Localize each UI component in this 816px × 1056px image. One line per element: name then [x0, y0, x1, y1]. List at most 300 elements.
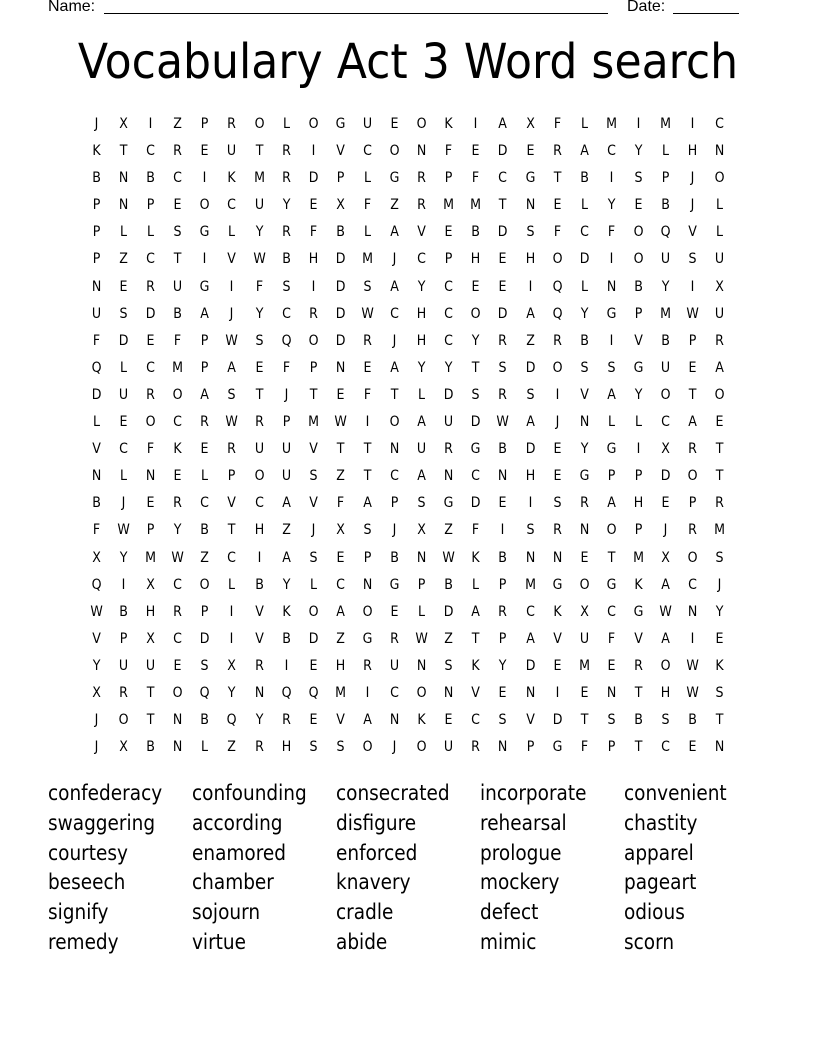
- grid-cell: E: [607, 657, 616, 674]
- grid-cell: I: [230, 278, 234, 295]
- grid-cell: O: [254, 116, 265, 132]
- word-list-item: swaggering: [48, 810, 156, 835]
- grid-cell: D: [525, 359, 535, 376]
- grid-cell: X: [661, 441, 670, 458]
- grid-cell: H: [416, 305, 427, 322]
- word-list-item: enforced: [336, 840, 418, 865]
- grid-cell: E: [173, 468, 182, 485]
- grid-cell: S: [363, 522, 372, 539]
- grid-cell: P: [499, 576, 507, 593]
- grid-cell: R: [390, 630, 399, 647]
- grid-cell: D: [118, 332, 129, 349]
- grid-cell: X: [119, 739, 128, 756]
- grid-cell: M: [632, 549, 644, 566]
- word-list-item: remedy: [48, 929, 119, 954]
- grid-cell: P: [417, 576, 426, 593]
- grid-cell: D: [335, 278, 346, 295]
- grid-cell: S: [200, 657, 209, 674]
- grid-cell: U: [227, 143, 237, 160]
- grid-cell: A: [607, 386, 616, 403]
- grid-cell: R: [552, 522, 562, 539]
- grid-cell: C: [444, 305, 454, 322]
- grid-cell: Y: [173, 522, 182, 539]
- grid-cell: B: [92, 495, 101, 512]
- grid-cell: V: [336, 712, 345, 729]
- grid-cell: D: [471, 495, 481, 512]
- grid-cell: R: [254, 657, 264, 674]
- grid-cell: P: [92, 224, 101, 241]
- grid-cell: U: [579, 630, 589, 647]
- grid-cell: J: [392, 522, 397, 539]
- grid-cell: O: [172, 386, 183, 403]
- grid-cell: C: [390, 684, 399, 701]
- grid-cell: S: [580, 359, 589, 376]
- grid-cell: Z: [281, 522, 291, 539]
- word-list-item: beseech: [48, 870, 126, 895]
- grid-cell: S: [119, 305, 128, 322]
- grid-cell: Q: [660, 224, 671, 241]
- grid-cell: K: [92, 143, 101, 160]
- grid-cell: B: [92, 170, 101, 187]
- grid-cell: U: [281, 441, 291, 458]
- grid-cell: G: [362, 630, 373, 647]
- grid-cell: Q: [281, 684, 292, 701]
- grid-cell: G: [606, 441, 617, 458]
- word-list-item: sojourn: [192, 900, 261, 925]
- grid-cell: C: [606, 143, 616, 160]
- grid-cell: C: [363, 143, 372, 160]
- grid-cell: M: [524, 576, 536, 593]
- grid-cell: K: [282, 603, 291, 620]
- grid-cell: W: [334, 414, 347, 431]
- grid-cell: T: [119, 143, 128, 160]
- grid-cell: P: [607, 739, 616, 756]
- grid-cell: C: [661, 739, 670, 756]
- grid-cell: B: [200, 712, 210, 729]
- grid-cell: Q: [91, 359, 102, 376]
- grid-cell: K: [471, 549, 480, 566]
- grid-cell: H: [525, 468, 535, 485]
- grid-cell: G: [389, 576, 400, 593]
- grid-cell: E: [255, 359, 264, 376]
- grid-cell: T: [499, 197, 507, 214]
- grid-cell: A: [363, 495, 372, 512]
- grid-cell: R: [281, 143, 291, 160]
- grid-cell: V: [227, 251, 237, 268]
- grid-cell: D: [308, 630, 319, 647]
- grid-cell: N: [687, 603, 698, 620]
- grid-cell: D: [443, 386, 454, 403]
- grid-cell: E: [363, 359, 372, 376]
- grid-cell: P: [146, 522, 155, 539]
- grid-cell: O: [118, 712, 129, 729]
- grid-cell: S: [498, 359, 507, 376]
- grid-cell: V: [634, 332, 643, 349]
- grid-cell: B: [390, 549, 399, 566]
- grid-cell: I: [311, 143, 316, 160]
- grid-cell: C: [606, 603, 616, 620]
- grid-cell: L: [228, 576, 236, 593]
- grid-cell: J: [311, 522, 316, 539]
- grid-cell: Z: [227, 739, 237, 756]
- grid-cell: T: [309, 386, 318, 403]
- grid-cell: L: [607, 414, 615, 431]
- grid-cell: F: [255, 278, 263, 295]
- grid-cell: P: [661, 170, 670, 187]
- grid-cell: D: [498, 143, 508, 160]
- grid-cell: R: [254, 739, 264, 756]
- grid-cell: Z: [119, 251, 128, 268]
- word-list-item: enamored: [192, 840, 287, 865]
- grid-cell: O: [416, 684, 427, 701]
- grid-cell: E: [553, 468, 562, 485]
- grid-cell: N: [552, 549, 562, 566]
- grid-cell: S: [498, 712, 507, 729]
- grid-cell: B: [471, 224, 481, 241]
- grid-cell: L: [309, 576, 317, 593]
- grid-cell: O: [254, 468, 265, 485]
- grid-cell: K: [173, 441, 182, 458]
- grid-cell: N: [91, 278, 102, 295]
- word-list-item: rehearsal: [480, 810, 567, 835]
- grid-cell: R: [688, 441, 697, 458]
- grid-cell: A: [471, 603, 481, 620]
- name-blank-line: [104, 13, 608, 14]
- grid-cell: P: [119, 630, 128, 647]
- grid-cell: C: [146, 359, 156, 376]
- grid-cell: I: [690, 278, 695, 295]
- word-list-item: cradle: [336, 900, 394, 925]
- grid-cell: T: [688, 386, 697, 403]
- grid-cell: A: [417, 468, 426, 485]
- grid-cell: W: [361, 305, 374, 322]
- grid-cell: I: [148, 116, 153, 132]
- grid-cell: L: [363, 224, 371, 241]
- grid-cell: R: [498, 603, 508, 620]
- grid-cell: E: [471, 278, 480, 295]
- grid-cell: T: [715, 441, 724, 458]
- grid-cell: P: [201, 359, 209, 376]
- grid-cell: Z: [336, 468, 345, 485]
- grid-cell: B: [281, 630, 291, 647]
- grid-cell: L: [147, 224, 155, 241]
- grid-cell: U: [444, 414, 454, 431]
- grid-cell: T: [715, 468, 724, 485]
- grid-cell: J: [284, 386, 289, 403]
- grid-cell: E: [498, 251, 507, 268]
- grid-cell: J: [392, 251, 397, 268]
- grid-cell: V: [336, 143, 345, 160]
- grid-cell: U: [119, 657, 129, 674]
- grid-cell: T: [634, 684, 643, 701]
- grid-cell: E: [661, 495, 670, 512]
- grid-cell: D: [552, 712, 562, 729]
- grid-cell: F: [445, 143, 453, 160]
- grid-cell: L: [472, 576, 480, 593]
- grid-cell: V: [308, 495, 318, 512]
- grid-cell: E: [173, 657, 182, 674]
- grid-cell: E: [580, 549, 589, 566]
- grid-cell: R: [227, 441, 237, 458]
- grid-cell: A: [200, 386, 210, 403]
- grid-cell: C: [417, 251, 427, 268]
- grid-cell: J: [94, 116, 99, 132]
- grid-cell: U: [281, 468, 291, 485]
- grid-cell: R: [444, 441, 454, 458]
- grid-cell: O: [199, 576, 210, 593]
- grid-cell: V: [688, 224, 697, 241]
- grid-cell: N: [362, 576, 373, 593]
- grid-cell: G: [552, 576, 563, 593]
- grid-cell: V: [254, 603, 264, 620]
- grid-cell: S: [553, 495, 562, 512]
- grid-cell: H: [145, 603, 156, 620]
- grid-cell: O: [308, 332, 319, 349]
- grid-cell: J: [690, 170, 695, 187]
- grid-cell: R: [715, 332, 725, 349]
- grid-cell: C: [200, 495, 210, 512]
- grid-cell: H: [254, 522, 264, 539]
- grid-cell: W: [117, 522, 130, 539]
- grid-cell: T: [255, 386, 263, 403]
- grid-cell: F: [553, 224, 561, 241]
- grid-cell: M: [334, 684, 346, 701]
- word-list-item: virtue: [192, 929, 246, 954]
- grid-cell: Y: [282, 197, 291, 214]
- grid-cell: T: [146, 712, 155, 729]
- grid-cell: A: [525, 414, 535, 431]
- grid-cell: B: [579, 332, 589, 349]
- grid-cell: E: [200, 143, 209, 160]
- grid-cell: A: [525, 305, 535, 322]
- grid-cell: C: [254, 495, 264, 512]
- grid-cell: U: [173, 278, 183, 295]
- grid-cell: T: [607, 549, 616, 566]
- grid-cell: Y: [634, 143, 643, 160]
- grid-cell: S: [526, 224, 535, 241]
- grid-cell: P: [201, 332, 209, 349]
- word-list-item: mimic: [480, 929, 537, 954]
- grid-cell: B: [634, 712, 643, 729]
- grid-cell: L: [716, 197, 724, 214]
- grid-cell: B: [661, 197, 670, 214]
- grid-cell: P: [688, 495, 697, 512]
- grid-cell: Y: [255, 224, 263, 241]
- grid-cell: Y: [715, 603, 724, 620]
- grid-cell: U: [715, 251, 725, 268]
- grid-cell: N: [525, 197, 535, 214]
- grid-cell: P: [309, 359, 318, 376]
- grid-cell: Y: [255, 305, 263, 322]
- grid-cell: O: [687, 468, 698, 485]
- grid-cell: V: [552, 630, 562, 647]
- grid-cell: U: [444, 739, 454, 756]
- grid-cell: R: [281, 712, 291, 729]
- word-list-item: odious: [624, 900, 685, 925]
- grid-cell: S: [444, 657, 453, 674]
- grid-cell: H: [335, 657, 346, 674]
- grid-cell: C: [688, 576, 698, 593]
- grid-cell: A: [688, 414, 697, 431]
- grid-cell: I: [365, 414, 370, 431]
- grid-cell: H: [416, 332, 427, 349]
- grid-cell: O: [308, 116, 319, 132]
- grid-cell: M: [253, 170, 265, 187]
- grid-cell: N: [335, 359, 346, 376]
- grid-cell: C: [390, 305, 399, 322]
- grid-cell: X: [92, 549, 101, 566]
- grid-cell: S: [526, 386, 535, 403]
- grid-cell: B: [281, 251, 291, 268]
- word-list-item: incorporate: [480, 781, 587, 805]
- grid-cell: B: [173, 305, 183, 322]
- grid-cell: O: [416, 739, 427, 756]
- grid-cell: C: [471, 712, 481, 729]
- grid-cell: O: [389, 143, 400, 160]
- grid-cell: L: [93, 414, 101, 431]
- word-list-item: prologue: [480, 840, 562, 865]
- grid-cell: P: [201, 603, 209, 620]
- grid-cell: G: [525, 170, 535, 187]
- grid-cell: N: [579, 414, 589, 431]
- grid-cell: D: [335, 332, 346, 349]
- grid-cell: K: [715, 657, 724, 674]
- grid-cell: O: [687, 549, 698, 566]
- grid-cell: A: [227, 359, 237, 376]
- grid-cell: T: [472, 359, 480, 376]
- grid-cell: Q: [552, 278, 563, 295]
- grid-cell: C: [146, 143, 156, 160]
- grid-cell: I: [365, 684, 370, 701]
- grid-cell: V: [471, 684, 481, 701]
- grid-cell: R: [552, 332, 562, 349]
- grid-cell: Q: [281, 332, 292, 349]
- grid-cell: I: [609, 332, 614, 349]
- grid-cell: P: [201, 116, 209, 132]
- grid-cell: V: [417, 224, 426, 241]
- grid-cell: L: [418, 386, 426, 403]
- grid-cell: B: [661, 332, 670, 349]
- grid-cell: F: [607, 224, 615, 241]
- grid-cell: O: [552, 251, 563, 268]
- grid-cell: I: [555, 684, 559, 701]
- grid-cell: L: [580, 116, 588, 132]
- grid-cell: X: [525, 116, 535, 132]
- grid-cell: T: [363, 468, 372, 485]
- grid-cell: N: [416, 657, 427, 674]
- grid-cell: S: [309, 739, 318, 756]
- grid-cell: R: [146, 386, 156, 403]
- grid-cell: D: [308, 170, 319, 187]
- grid-cell: D: [660, 468, 671, 485]
- grid-cell: Y: [580, 305, 589, 322]
- grid-cell: E: [390, 116, 399, 132]
- grid-cell: H: [471, 251, 481, 268]
- grid-cell: T: [472, 630, 480, 647]
- grid-cell: T: [336, 441, 345, 458]
- grid-cell: F: [363, 386, 372, 403]
- grid-cell: R: [471, 739, 481, 756]
- grid-cell: O: [579, 576, 590, 593]
- grid-cell: R: [200, 414, 210, 431]
- grid-cell: I: [311, 278, 316, 295]
- grid-cell: E: [634, 197, 643, 214]
- grid-cell: U: [417, 441, 427, 458]
- grid-cell: A: [498, 116, 508, 132]
- grid-cell: I: [690, 630, 695, 647]
- grid-cell: K: [471, 657, 480, 674]
- grid-cell: F: [607, 630, 615, 647]
- grid-cell: R: [417, 197, 427, 214]
- grid-cell: L: [120, 224, 128, 241]
- grid-cell: P: [607, 468, 616, 485]
- word-list-item: defect: [480, 900, 539, 925]
- grid-cell: D: [200, 630, 210, 647]
- grid-cell: C: [525, 603, 535, 620]
- grid-cell: E: [119, 414, 128, 431]
- grid-cell: L: [580, 278, 588, 295]
- grid-cell: D: [525, 441, 535, 458]
- grid-cell: R: [173, 143, 183, 160]
- grid-cell: I: [636, 441, 641, 458]
- grid-cell: J: [717, 576, 722, 593]
- word-list-item: abide: [336, 929, 388, 954]
- grid-cell: H: [525, 251, 535, 268]
- grid-cell: V: [92, 441, 101, 458]
- grid-cell: R: [634, 657, 643, 674]
- grid-cell: X: [336, 522, 345, 539]
- grid-cell: G: [443, 495, 454, 512]
- grid-cell: O: [470, 305, 481, 322]
- word-list-item: convenient: [624, 781, 727, 805]
- grid-cell: O: [389, 414, 400, 431]
- grid-cell: F: [363, 197, 372, 214]
- grid-cell: E: [119, 278, 128, 295]
- word-list-item: scorn: [624, 929, 675, 954]
- grid-cell: M: [605, 116, 617, 132]
- grid-cell: R: [308, 305, 318, 322]
- grid-cell: C: [227, 197, 237, 214]
- grid-cell: E: [390, 603, 399, 620]
- grid-cell: T: [363, 441, 372, 458]
- grid-cell: M: [578, 657, 590, 674]
- word-list-item: confounding: [192, 781, 307, 805]
- grid-cell: H: [687, 143, 698, 160]
- grid-cell: T: [173, 251, 182, 268]
- grid-cell: Y: [282, 576, 291, 593]
- grid-cell: L: [363, 170, 371, 187]
- grid-cell: L: [120, 359, 128, 376]
- grid-cell: R: [281, 224, 291, 241]
- grid-cell: H: [660, 684, 671, 701]
- grid-cell: E: [309, 712, 318, 729]
- word-list-item: mockery: [480, 870, 560, 895]
- grid-cell: V: [254, 630, 264, 647]
- grid-cell: N: [525, 684, 535, 701]
- grid-cell: X: [715, 278, 725, 295]
- grid-cell: B: [634, 278, 643, 295]
- grid-cell: I: [528, 495, 532, 512]
- grid-cell: A: [363, 712, 372, 729]
- grid-cell: I: [636, 116, 641, 132]
- grid-cell: Z: [390, 197, 399, 214]
- grid-cell: G: [633, 359, 644, 376]
- grid-cell: W: [686, 305, 699, 322]
- grid-cell: N: [254, 684, 264, 701]
- grid-cell: N: [416, 143, 427, 160]
- grid-cell: R: [579, 495, 589, 512]
- grid-cell: D: [443, 603, 454, 620]
